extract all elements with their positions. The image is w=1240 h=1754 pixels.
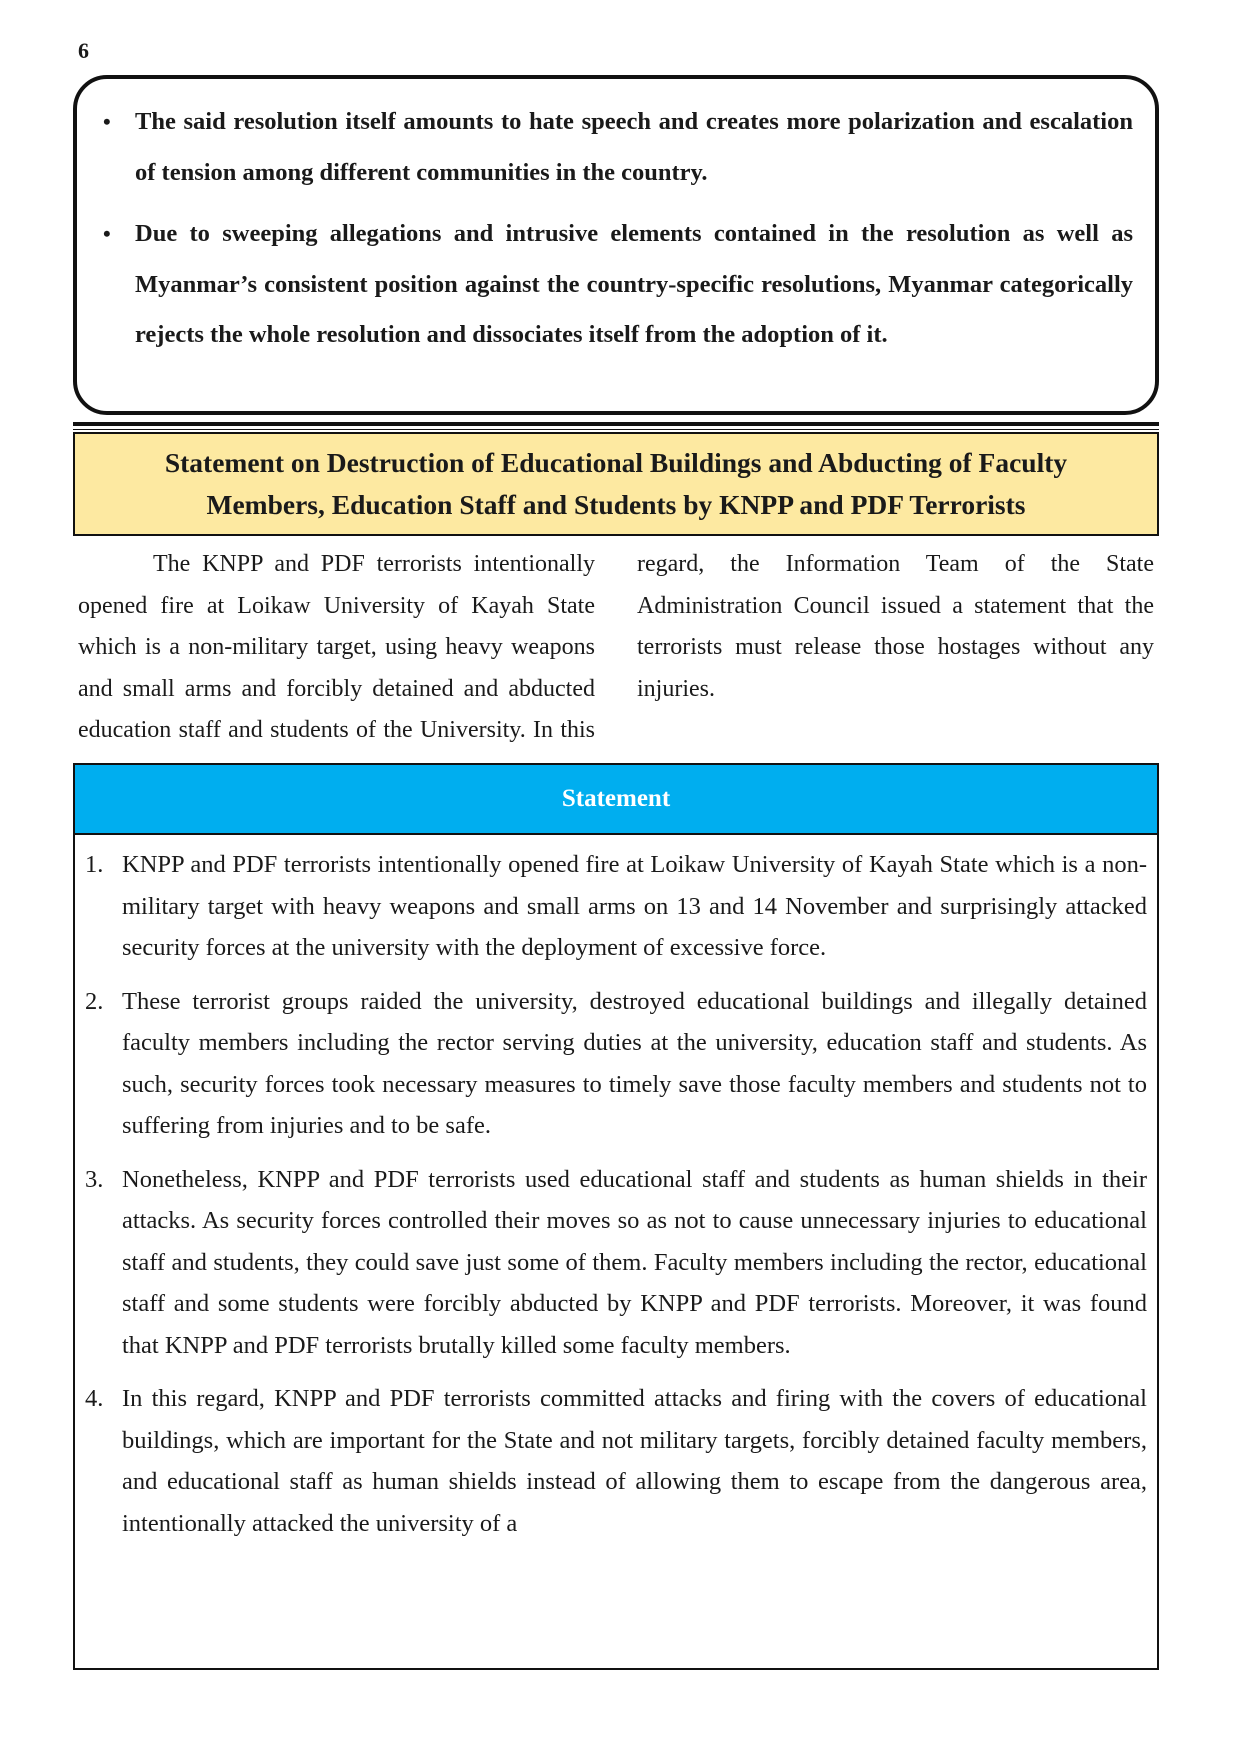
item-text: These terrorist groups raided the university, destroyed educational buildings and illegally detained faculty members including the rector serving duties at the university, education staff and students. As such, security forces took necessary measures to timely save those faculty members and students not to suffering from injuries and to be safe. [122,987,1147,1139]
statement-body [73,835,1159,1670]
statement-item [85,981,1147,1147]
item-number: 4. [85,1385,104,1412]
section-divider [73,422,1159,426]
bullet-list [103,97,1133,361]
statement-item [85,1378,1147,1544]
item-number: 3. [85,1165,104,1193]
statement-heading: Statement [73,763,1159,835]
statement-item [85,844,1147,969]
article-title: Statement on Destruction of Educational Buildings and Abducting of Faculty Members, Education Staff and Students by KNPP and PDF Terrorists [73,432,1159,536]
intro-paragraph: The KNPP and PDF terrorists intentionally opened fire at Loikaw University of Kayah State which is a non-military target, using heavy weapons and small arms and forcibly detained and abducted education staff and students of the University. In this regard, the Information Team of the State Administration Council issued a statement that the terrorists must release those hostages without any injuries. [78,551,1154,743]
item-text: In this regard, KNPP and PDF terrorists committed attacks and firing with the covers of educational buildings, which are important for the State and not military targets, forcibly detained faculty members, and educational staff as human shields instead of allowing them to escape from the dangerous area, intentionally attacked the university of a [122,1385,1147,1537]
item-text: KNPP and PDF terrorists intentionally opened fire at Loikaw University of Kayah State which is a non-military target with heavy weapons and small arms on 13 and 14 November and surprisingly attacked security forces at the university with the deployment of excessive force. [122,851,1147,961]
page-number: 6 [78,38,89,63]
bullet-item: • Due to sweeping allegations and intrusive elements contained in the resolution as well as Myanmar’s consistent position against the country-specific resolutions, Myanmar categorically rejects the whole resolution and dissociates itself from the adoption of it. [103,209,1133,361]
resolution-bullet-box [73,75,1159,415]
statement-list [85,844,1147,1544]
item-number: 2. [85,987,104,1015]
item-number: 1. [85,851,104,878]
section-divider-thin [73,429,1159,430]
item-text: Nonetheless, KNPP and PDF terrorists used educational staff and students as human shields in their attacks. As security forces controlled their moves so as not to cause unnecessary injuries to educational staff and students, they could save just some of them. Faculty members including the rector, educational staff and some students were forcibly abducted by KNPP and PDF terrorists. Moreover, it was found that KNPP and PDF terrorists brutally killed some faculty members. [122,1165,1147,1359]
bullet-item: • The said resolution itself amounts to hate speech and creates more polarization and escalation of tension among different communities in the country. [103,97,1133,198]
statement-item [85,1159,1147,1367]
article-intro [78,544,1154,752]
